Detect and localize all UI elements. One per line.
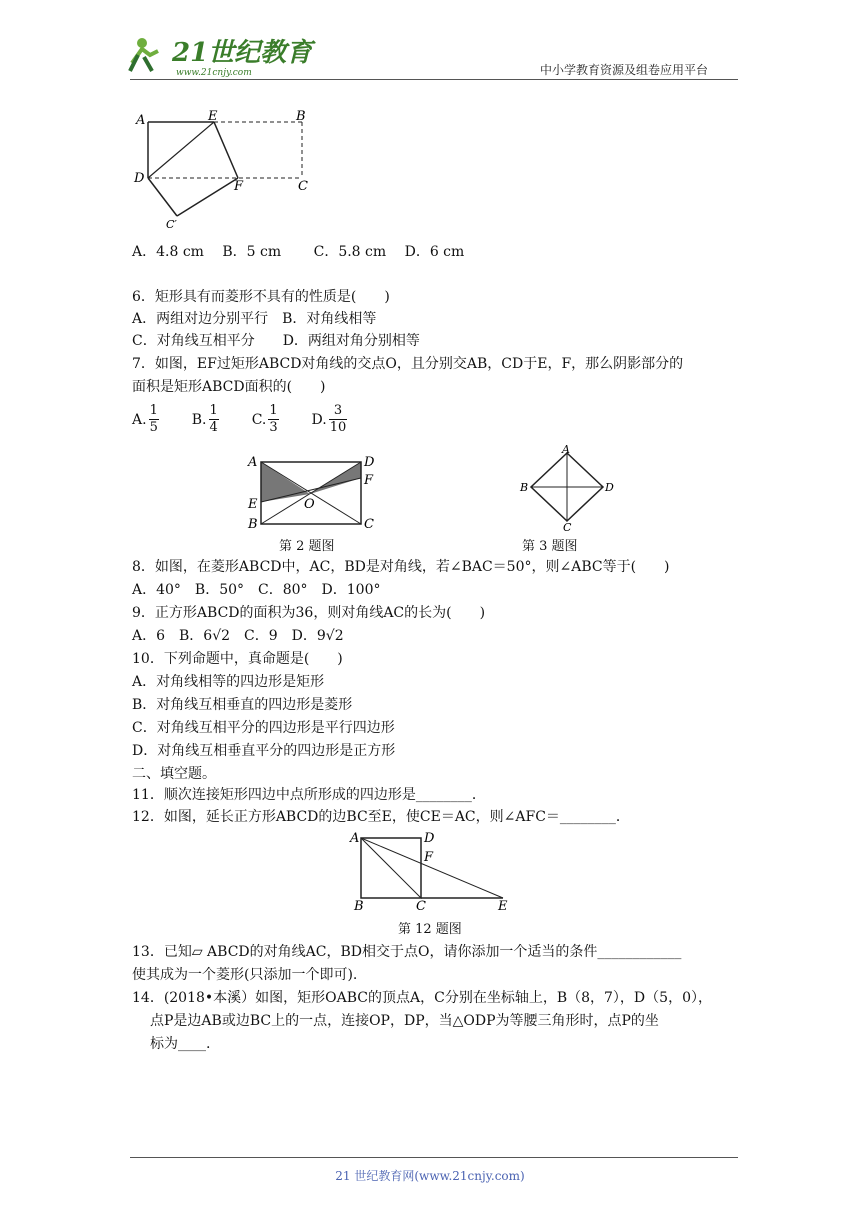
q9-options: A．6 B．6√2 C．9 D．9√2 [132, 628, 344, 644]
fig3-caption: 第 3 题图 [522, 539, 578, 554]
label-c: C [416, 899, 426, 914]
label-f: F [424, 850, 434, 865]
q12-stem: 12．如图，延长正方形ABCD的边BC至E，使CE＝AC，则∠AFC＝________． [132, 809, 630, 825]
header-platform-text: 中小学教育资源及组卷应用平台 [540, 63, 709, 77]
label-c: C [563, 521, 572, 534]
label-b: B [354, 899, 364, 914]
label-e: E [498, 899, 508, 914]
q14-stem-line1: 14．(2018•本溪）如图，矩形OABC的顶点A，C分别在坐标轴上，B（8，7），D（5，0）， [132, 990, 712, 1006]
label-o: O [304, 497, 315, 512]
q13-stem-line2: 使其成为一个菱形(只添加一个即可). [132, 967, 358, 983]
q10-option-a: A．对角线相等的四边形是矩形 [132, 674, 325, 690]
q7-option-a: A. $\frac{1}{5}$ [132, 403, 158, 435]
q14-stem-line3: 标为____. [150, 1036, 211, 1052]
logo-text: 21世纪教育 [172, 38, 313, 68]
q14-stem-line2: 点P是边AB或边BC上的一点，连接OP，DP，当△ODP为等腰三角形时，点P的坐 [150, 1013, 659, 1029]
q6-options-2: C．对角线互相平分 D．两组对角分别相等 [132, 333, 420, 349]
q8-stem: 8．如图，在菱形ABCD中，AC，BD是对角线，若∠BAC＝50°，则∠ABC等于( ) [132, 559, 670, 575]
label-c-prime: C′ [166, 218, 177, 231]
q7-stem-line2: 面积是矩形ABCD面积的( ) [132, 379, 326, 395]
q7-options [132, 403, 349, 436]
q7-stem-line1: 7．如图，EF过矩形ABCD对角线的交点O，且分别交AB，CD于E，F，那么阴影部分的 [132, 356, 684, 372]
figure-folded-rectangle [130, 106, 320, 231]
fig2-caption: 第 2 题图 [279, 539, 335, 554]
label-a: A [350, 831, 360, 846]
label-c: C [364, 517, 374, 532]
fig12-caption: 第 12 题图 [398, 922, 462, 937]
q13-stem-line1: 13．已知▱ ABCD的对角线AC，BD相交于点O，请你添加一个适当的条件____________ [132, 944, 682, 960]
label-b: B [296, 109, 306, 124]
q7-option-d: D. $\frac{3}{10}$ [311, 403, 347, 435]
label-d: D [605, 481, 614, 494]
q7-option-b: B. $\frac{1}{4}$ [191, 403, 218, 435]
figure-q2-rectangle [244, 450, 384, 534]
label-a: A [562, 443, 570, 456]
q10-option-d: D．对角线互相垂直平分的四边形是正方形 [132, 743, 396, 759]
q10-option-b: B．对角线互相垂直的四边形是菱形 [132, 697, 353, 713]
section-fill-blank-heading: 二、填空题。 [132, 766, 216, 782]
q11-stem: 11．顺次连接矩形四边中点所形成的四边形是________． [132, 787, 486, 803]
site-logo [124, 33, 313, 79]
header-divider [130, 79, 738, 80]
q9-stem: 9．正方形ABCD的面积为36，则对角线AC的长为( ) [132, 605, 486, 621]
q10-option-c: C．对角线互相平分的四边形是平行四边形 [132, 720, 395, 736]
label-d: D [364, 455, 375, 470]
label-f: F [234, 179, 244, 194]
figure-q3-rhombus [515, 443, 619, 533]
q10-stem: 10．下列命题中，真命题是( ) [132, 651, 343, 667]
footer-divider [130, 1157, 738, 1158]
figure-q12-square [346, 828, 518, 914]
label-e: E [248, 497, 258, 512]
q6-options-1: A．两组对边分别平行 B．对角线相等 [132, 311, 377, 327]
label-b: B [520, 481, 529, 494]
label-e: E [208, 109, 218, 124]
q5-options: A．4.8 cm B．5 cm C．5.8 cm D．6 cm [132, 244, 465, 260]
q6-stem: 6．矩形具有而菱形不具有的性质是( ) [132, 289, 390, 305]
label-a: A [136, 113, 146, 128]
label-c: C [298, 179, 308, 194]
q7-option-c: C. $\frac{1}{3}$ [251, 403, 278, 435]
runner-logo-icon [130, 38, 158, 71]
footer-text[interactable]: 21 世纪教育网(www.21cnjy.com) [335, 1169, 525, 1183]
label-f: F [364, 473, 374, 488]
q8-options: A．40° B．50° C．80° D．100° [132, 582, 381, 598]
label-b: B [248, 517, 258, 532]
label-d: D [134, 171, 145, 186]
label-d: D [424, 831, 435, 846]
label-a: A [248, 455, 258, 470]
logo-url-text: www.21cnjy.com [176, 68, 252, 78]
